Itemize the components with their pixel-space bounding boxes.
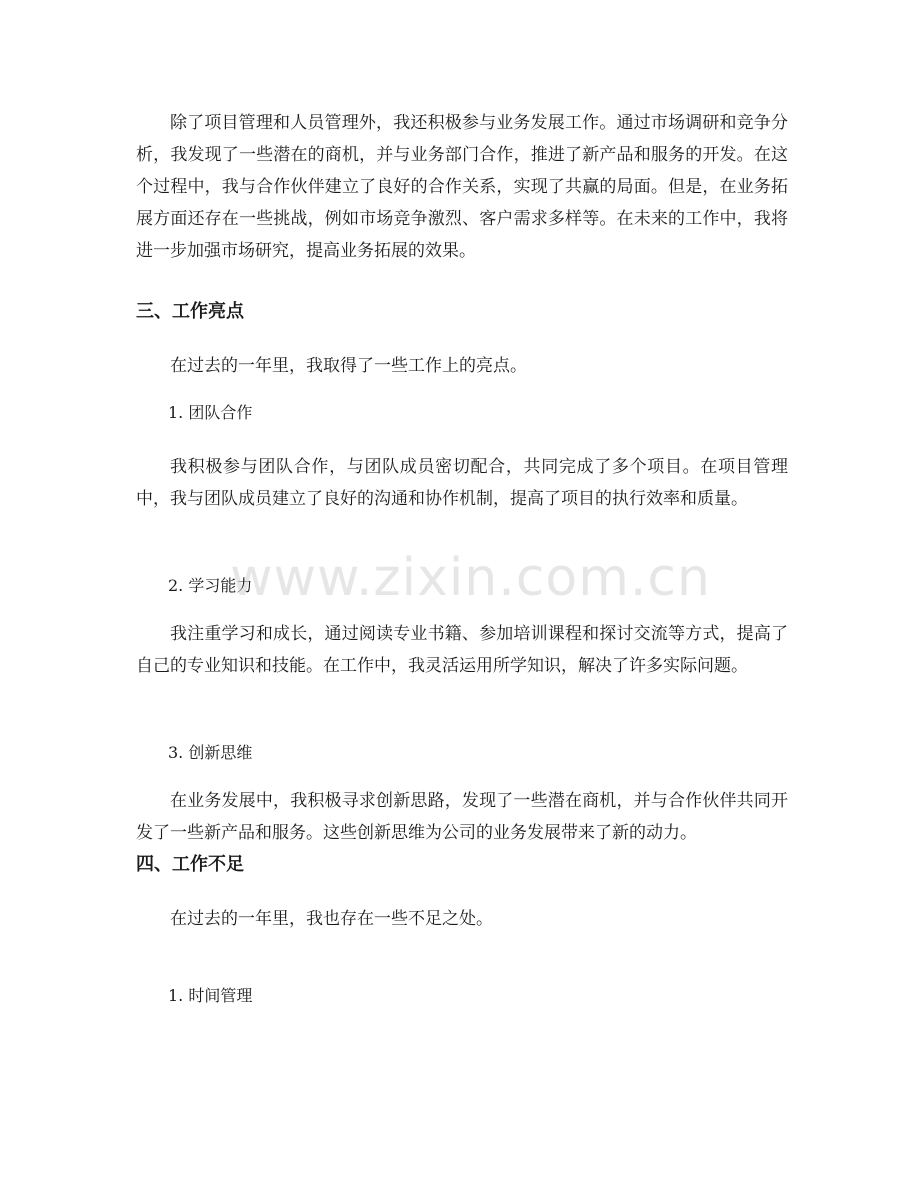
paragraph-learning: 我注重学习和成长，通过阅读专业书籍、参加培训课程和探讨交流等方式，提高了自己的专业知识和技能。在工作中，我灵活运用所学知识，解决了许多实际问题。	[136, 624, 788, 676]
list-item-learning: 2. 学习能力	[168, 576, 253, 595]
section-heading-highlights: 三、工作亮点	[136, 301, 244, 322]
section-heading-shortcomings: 四、工作不足	[136, 854, 244, 875]
paragraph-highlights-intro: 在过去的一年里，我取得了一些工作上的亮点。	[170, 356, 527, 376]
list-item-innovation: 3. 创新思维	[168, 743, 253, 762]
paragraph-business-development: 除了项目管理和人员管理外，我还积极参与业务发展工作。通过市场调研和竞争分析，我发现了一些潜在的商机，并与业务部门合作，推进了新产品和服务的开发。在这个过程中，我与合作伙伴建立了良好的合作关系，实现了共赢的局面。但是，在业务拓展方面还存在一些挑战，例如市场竞争激烈、客户需求多样等。在未来的工作中，我将进一步加强市场研究，提高业务拓展的效果。	[136, 113, 788, 261]
list-item-time-management: 1. 时间管理	[168, 986, 253, 1005]
list-item-teamwork: 1. 团队合作	[168, 403, 253, 422]
watermark: www.zixin.com.cn	[230, 548, 711, 608]
paragraph-teamwork: 我积极参与团队合作，与团队成员密切配合，共同完成了多个项目。在项目管理中，我与团队成员建立了良好的沟通和协作机制，提高了项目的执行效率和质量。	[136, 457, 788, 509]
paragraph-innovation: 在业务发展中，我积极寻求创新思路，发现了一些潜在商机，并与合作伙伴共同开发了一些新产品和服务。这些创新思维为公司的业务发展带来了新的动力。	[136, 791, 788, 843]
paragraph-shortcomings-intro: 在过去的一年里，我也存在一些不足之处。	[170, 909, 493, 929]
